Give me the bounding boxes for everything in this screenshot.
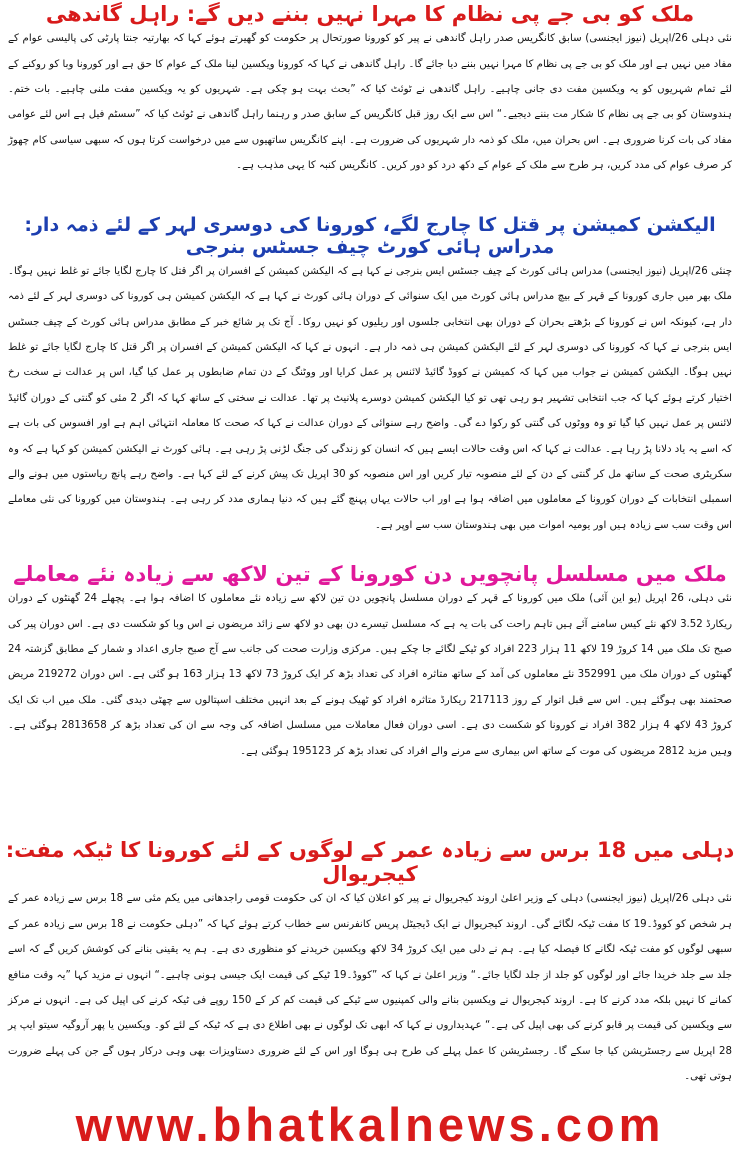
site-watermark: www.bhatkalnews.com: [75, 1098, 665, 1151]
article-rahul-gandhi: [0, 2, 740, 179]
headline-rahul-gandhi: ملک کو بی جے پی نظام کا مہرا نہیں بننے دیں گے: راہل گاندھی: [45, 2, 695, 26]
headline-kejriwal-vaccine: دہلی میں 18 برس سے زیادہ عمر کے لوگوں کے لئے کورونا کا ٹیکہ مفت: کیجریوال: [5, 838, 735, 887]
article-body-election-commission: چنئی 26/اپریل (نیوز ایجنسی) مدراس ہائی کورٹ کے چیف جسٹس ایس بنرجی نے کہا ہے کہ الیکشن کمیشن کے افسران پر اگر قتل کا چارج لگایا جائے تو غلط نہیں ہوگا۔ ملک بھر میں جاری کورونا کے قہر کے بیچ مدراس ہائی کورٹ میں ایک سنوائی کے دوران ہائی کورٹ نے کہا ہے کہ الیکشن کمیشن ہی کورونا کی دوسری لہر کے لئے ذمہ دار ہے، کیونکہ اس نے کورونا کے بڑھتے بحران کے دوران بھی انتخابی جلسوں اور ریلیوں کو نہیں روکا۔ آج تک پر شائع خبر کے مطابق مدراس ہائی کورٹ کے چیف جسٹس ایس بنرجی نے کہا کہ کورونا کی دوسری لہر کے لئے الیکشن کمیشن ہی ذمہ دار ہے۔ انہوں نے کہا کہ الیکشن کمیشن کے افسران پر اگر قتل کا چارج لگایا جائے تو غلط نہیں ہوگا۔ الیکشن کمیشن نے جواب میں کہا کہ کمیشن نے کووڈ گائیڈ لائنس پر عمل کرایا اور ووٹنگ کے دن تمام ضابطوں پر عمل کیا گیا، اس پر عدالت نے سخت رخ اختیار کرتے ہوئے کہا کہ جب انتخابی تشہیر ہو رہی تھی تو کیا الیکشن کمیشن دوسرے پلانیٹ پر تھا۔ عدالت نے سختی کے ساتھ کہا کہ اگر 2 مئی کو گنتی کے دوران گائیڈ لائنس پر عمل نہیں کیا گیا تو وہ ووٹوں کی گنتی کو رکوا دے گی۔ واضح رہے سنوائی کے دوران عدالت نے کہا کہ صحت کا معاملہ انتہائی اہم ہے اور افسوس کی بات ہے کہ اسے یہ یاد دلانا پڑ رہا ہے۔ عدالت نے کہا کہ اس وقت حالات ایسے ہیں کہ انسان کو زندگی کی جنگ لڑنی پڑ رہی ہے۔ ہائی کورٹ نے الیکشن کمیشن کو کہا ہے کہ وہ سکریٹری صحت کے ساتھ مل کر گنتی کے دن کے لئے منصوبہ تیار کریں اور اس منصوبہ کو 30 اپریل تک پیش کرنے کے لئے کہا ہے۔ واضح رہے پانچ ریاستوں میں ہونے والے اسمبلی انتخابات کے دوران کورونا کے معاملوں میں اضافہ ہوا ہے اور اب حالات یہاں پہنچ گئے ہیں کہ دنیا ہماری مدد کر رہی ہے۔ ہندوستان میں کورونا کی نئی معاملے اس وقت سب سے زیادہ ہیں اور یومیہ اموات میں بھی ہندوستان سب سے اوپر ہے۔: [8, 265, 732, 531]
article-election-commission: [0, 215, 740, 538]
article-corona-cases: [0, 562, 740, 764]
headline-corona-cases: ملک میں مسلسل پانچویں دن کورونا کے تین لاکھ سے زیادہ نئے معاملے: [13, 562, 727, 586]
headline-election-commission: الیکشن کمیشن پر قتل کا چارج لگے، کورونا کی دوسری لہر کے لئے ذمہ دار: مدراس ہائی کورٹ چیف جسٹس بنرجی: [24, 214, 716, 258]
article-body-rahul-gandhi: نئی دہلی 26/اپریل (نیوز ایجنسی) سابق کانگریس صدر راہل گاندھی نے پیر کو کورونا صورتحال پر حکومت کو گھیرتے ہوئے کہا کہ بھارتیہ جنتا پارٹی کی پالیسی عوام کے مفاد میں نہیں ہے اور ملک کو بی جے پی نظام کا مہرا نہیں بننے دیا جائے گا۔ راہل گاندھی نے کہا کہ کورونا ویکسین لینا ملک کے عوام کا حق ہے اور کورونا وبا کو روکنے کے لئے تمام شہریوں کو یہ ویکسین مفت دی جانی چاہیے۔ راہل گاندھی نے ٹوئٹ کیا کہ ”بحث بہت ہو چکی ہے۔ شہریوں کو یہ ویکسین مفت ملنی چاہیے۔ بات ختم۔ ہندوستان کو بی جے پی نظام کا شکار مت بننے دیجیے۔“ اس سے ایک روز قبل کانگریس کے سابق صدر و رہنما راہل گاندھی نے ٹوئٹ کیا کہ ”سسٹم فیل ہے اس لئے عوامی مفاد کی بات کرنا ضروری ہے۔ اس بحران میں، ملک کو ذمہ دار شہریوں کی ضرورت ہے۔ اپنے کانگریس ساتھیوں سے میں درخواست کرتا ہوں کہ سبھی سیاسی کام چھوڑ کر صرف عوام کی مدد کریں، ہر طرح سے ملک کے عوام کے دکھ درد کو دور کریں۔ کانگریس کنبہ کا یہی مذہب ہے۔: [8, 33, 732, 172]
article-kejriwal-vaccine: [0, 838, 740, 1090]
article-body-kejriwal-vaccine: نئی دہلی 26/اپریل (نیوز ایجنسی) دہلی کے وزیر اعلیٰ اروند کیجریوال نے پیر کو اعلان کیا کہ ان کی حکومت قومی راجدھانی میں یکم مئی سے 18 برس سے زیادہ عمر کے ہر شخص کو کووڈ۔19 کا مفت ٹیکہ لگائے گی۔ اروند کیجریوال نے ایک ڈیجیٹل پریس کانفرنس سے خطاب کرتے ہوئے کہا کہ ”دہلی حکومت نے 18 برس سے زیادہ عمر کے سبھی لوگوں کو مفت ٹیکہ لگانے کا فیصلہ کیا ہے۔ ہم نے دلی میں ایک کروڑ 34 لاکھ ویکسین خریدنے کو منظوری دی ہے۔ ہم یہ یقینی بنانے کی کوشش کریں گے کہ اسے جلد سے جلد خریدا جائے اور لوگوں کو جلد از جلد لگایا جائے۔“ وزیر اعلیٰ نے کہا کہ ”کووڈ۔19 ٹیکے کی قیمت ایک جیسی ہونی چاہیے۔“ انہوں نے مزید کہا ”یہ وقت منافع کمانے کا نہیں بلکہ مدد کرنے کا ہے۔ اروند کیجریوال نے ویکسین بنانے والی کمپنیوں سے ٹیکے کی قیمت کم کر کے 150 روپے فی ٹیکہ کرنے کی اپیل کی ہے۔ انہوں نے مرکز سے ویکسین کی قیمت پر قابو کرنے کی بھی اپیل کی ہے۔“ عہدیداروں نے کہا کہ ابھی تک لوگوں نے بھی اطلاع دی ہے کہ ٹیکہ کے لئے کو۔ ویکسین یا پھر آروگیہ سیتو ایپ پر 28 اپریل سے رجسٹریشن کیا جا سکے گا۔ رجسٹریشن کا عمل پہلے کی طرح ہی ہوگا اور اس کے لئے ضروری دستاویزات بھی وہی درکار ہوں گے جن کی پہلے ضرورت ہوتی تھی۔: [8, 893, 733, 1083]
article-body-corona-cases: نئی دہلی، 26 اپریل (یو این آئی) ملک میں کورونا کے قہر کے دوران مسلسل پانچویں دن تین لاکھ سے زیادہ نئے معاملوں کا اضافہ ہوا ہے۔ پچھلے 24 گھنٹوں کے دوران ریکارڈ 3.52 لاکھ نئے کیس سامنے آئے ہیں تاہم راحت کی بات یہ ہے کہ مسلسل تیسرے دن بھی دو لاکھ سے زائد مریضوں نے اس وبا کو شکست دی ہے۔ اس دوران پیر کی صبح تک ملک میں 14 کروڑ 19 لاکھ 11 ہزار 223 افراد کو ٹیکے لگائے جا چکے ہیں۔ مرکزی وزارت صحت کی جانب سے آج صبح جاری اعداد و شمار کے مطابق گزشتہ 24 گھنٹوں کے دوران ملک میں 352991 نئے معاملوں کی آمد کے ساتھ متاثرہ افراد کی تعداد بڑھ کر ایک کروڑ 73 لاکھ 13 ہزار 163 ہو گئی ہے۔ اس دوران 219272 مریض صحتمند بھی ہوگئے ہیں۔ اس سے قبل اتوار کے روز 217113 ریکارڈ متاثرہ افراد کو ٹھیک ہونے کے بعد انہیں مختلف اسپتالوں سے چھٹی دیدی گئی۔ ملک میں اب تک ایک کروڑ 43 لاکھ 4 ہزار 382 افراد نے کورونا کو شکست دی ہے۔ اسی دوران فعال معاملات میں مسلسل اضافہ کی وجہ سے ان کی تعداد بڑھ کر 2813658 ہوگئی ہے۔ وہیں مزید 2812 مریضوں کی موت کے ساتھ اس بیماری سے مرنے والے افراد کی تعداد بڑھ کر 195123 ہوگئی ہے۔: [8, 593, 732, 757]
